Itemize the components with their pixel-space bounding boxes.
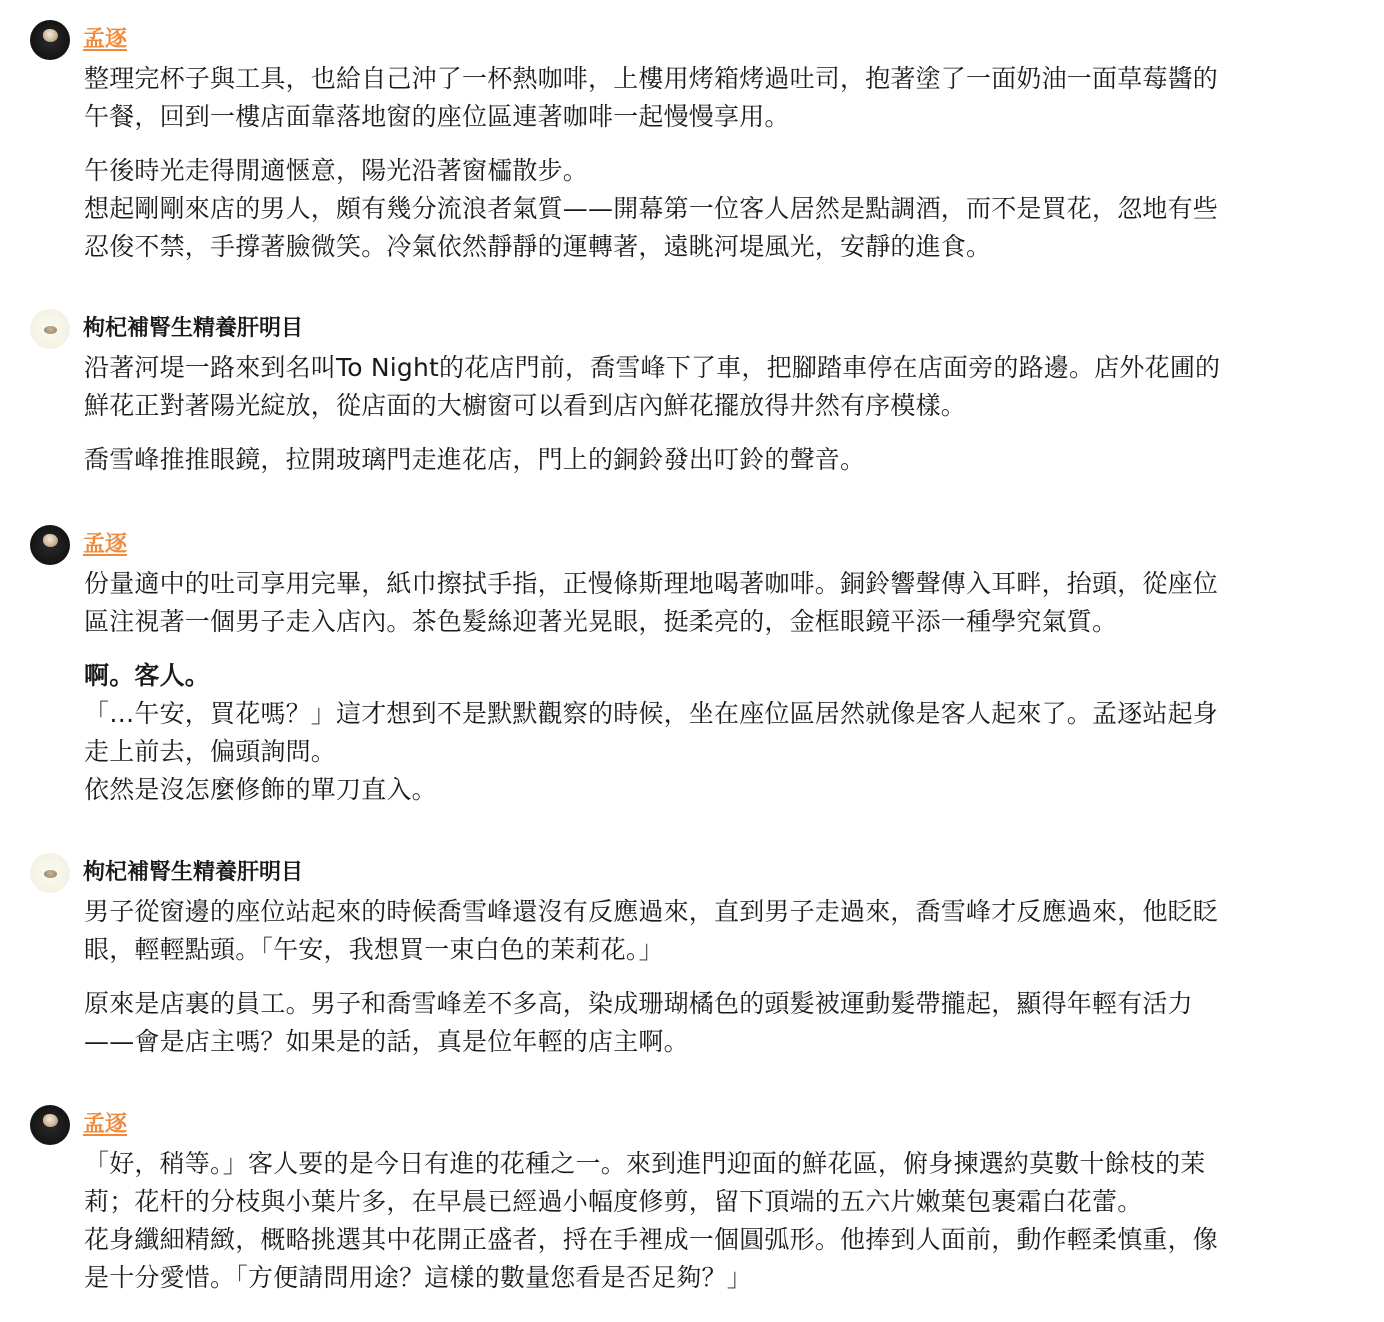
avatar[interactable]: [30, 20, 70, 60]
text-line: 忍俊不禁，手撐著臉微笑。冷氣依然靜靜的運轉著，遠眺河堤風光，安靜的進食。: [84, 232, 992, 261]
text-line: 依然是沒怎麼修飾的單刀直入。: [84, 775, 437, 804]
bold-text-line: 啊。客人。: [84, 661, 211, 690]
avatar[interactable]: [30, 853, 70, 893]
post-body: [84, 1145, 1344, 1297]
text-line: 「好，稍等。」客人要的是今日有進的花種之一。來到進門迎面的鮮花區，俯身揀選約莫數十餘枝的茉: [84, 1149, 1206, 1178]
avatar[interactable]: [30, 1105, 70, 1145]
author-link[interactable]: 孟逐: [83, 532, 128, 557]
text-line: 花身纖細精緻，概略挑選其中花開正盛者，捋在手裡成一個圓弧形。他捧到人面前，動作輕柔慎重，像: [84, 1225, 1219, 1254]
avatar[interactable]: [30, 525, 70, 565]
text-line: 沿著河堤一路來到名叫To Night的花店門前，喬雪峰下了車，把腳踏車停在店面旁的路邊。店外花圃的: [84, 353, 1221, 382]
portrait-icon: [44, 326, 57, 334]
post-body: [84, 565, 1344, 809]
text-line: 男子從窗邊的座位站起來的時候喬雪峰還沒有反應過來，直到男子走過來，喬雪峰才反應過來，他眨眨: [84, 897, 1219, 926]
portrait-icon: [44, 870, 57, 878]
post: [30, 853, 1350, 1061]
post-body: [84, 349, 1344, 479]
avatar[interactable]: [30, 309, 70, 349]
post-body: [84, 60, 1344, 266]
text-line: 份量適中的吐司享用完畢，紙巾擦拭手指，正慢條斯理地喝著咖啡。銅鈴響聲傳入耳畔，抬頭，從座位: [84, 569, 1219, 598]
text-line: 走上前去，偏頭詢問。: [84, 737, 337, 766]
text-line: 眼，輕輕點頭。「午安，我想買一束白色的茉莉花。」: [84, 935, 664, 964]
text-line: 鮮花正對著陽光綻放，從店面的大櫥窗可以看到店內鮮花擺放得井然有序模樣。: [84, 391, 967, 420]
text-line: 想起剛剛來店的男人，頗有幾分流浪者氣質——開幕第一位客人居然是點調酒，而不是買花，忽地有些: [84, 194, 1219, 223]
text-line: 「…午安，買花嗎？」這才想到不是默默觀察的時候，坐在座位區居然就像是客人起來了。孟逐站起身: [84, 699, 1219, 728]
text-line: 喬雪峰推推眼鏡，拉開玻璃門走進花店，門上的銅鈴發出叮鈴的聲音。: [84, 445, 866, 474]
text-line: 整理完杯子與工具，也給自己沖了一杯熱咖啡，上樓用烤箱烤過吐司，抱著塗了一面奶油一面草莓醬的: [84, 64, 1219, 93]
post-header: [30, 20, 1350, 60]
text-line: 原來是店裏的員工。男子和喬雪峰差不多高，染成珊瑚橘色的頭髮被運動髮帶攏起，顯得年輕有活力: [84, 989, 1193, 1018]
author-name[interactable]: 枸杞補腎生精養肝明目: [83, 860, 304, 885]
portrait-icon: [43, 1114, 58, 1127]
portrait-icon: [43, 29, 58, 42]
text-line: 是十分愛惜。「方便請問用途？這樣的數量您看是否足夠？」: [84, 1263, 752, 1292]
text-line: 區注視著一個男子走入店內。茶色髮絲迎著光晃眼，挺柔亮的，金框眼鏡平添一種學究氣質。: [84, 607, 1118, 636]
portrait-icon: [43, 534, 58, 547]
post: [30, 309, 1350, 479]
post-header: [30, 1105, 1350, 1145]
post: [30, 525, 1350, 809]
text-line: ——會是店主嗎？如果是的話，真是位年輕的店主啊。: [84, 1027, 689, 1056]
text-line: 午後時光走得閒適愜意，陽光沿著窗櫺散步。: [84, 156, 589, 185]
text-line: 午餐，回到一樓店面靠落地窗的座位區連著咖啡一起慢慢享用。: [84, 102, 790, 131]
author-name[interactable]: 枸杞補腎生精養肝明目: [83, 316, 304, 341]
post-header: [30, 525, 1350, 565]
post-header: [30, 853, 1350, 893]
post-header: [30, 309, 1350, 349]
post-body: [84, 893, 1344, 1061]
post: [30, 1105, 1350, 1297]
author-link[interactable]: 孟逐: [83, 1112, 128, 1137]
post: [30, 20, 1350, 266]
author-link[interactable]: 孟逐: [83, 27, 128, 52]
text-line: 莉；花杆的分枝與小葉片多，在早晨已經過小幅度修剪，留下頂端的五六片嫩葉包裹霜白花蕾。: [84, 1187, 1143, 1216]
